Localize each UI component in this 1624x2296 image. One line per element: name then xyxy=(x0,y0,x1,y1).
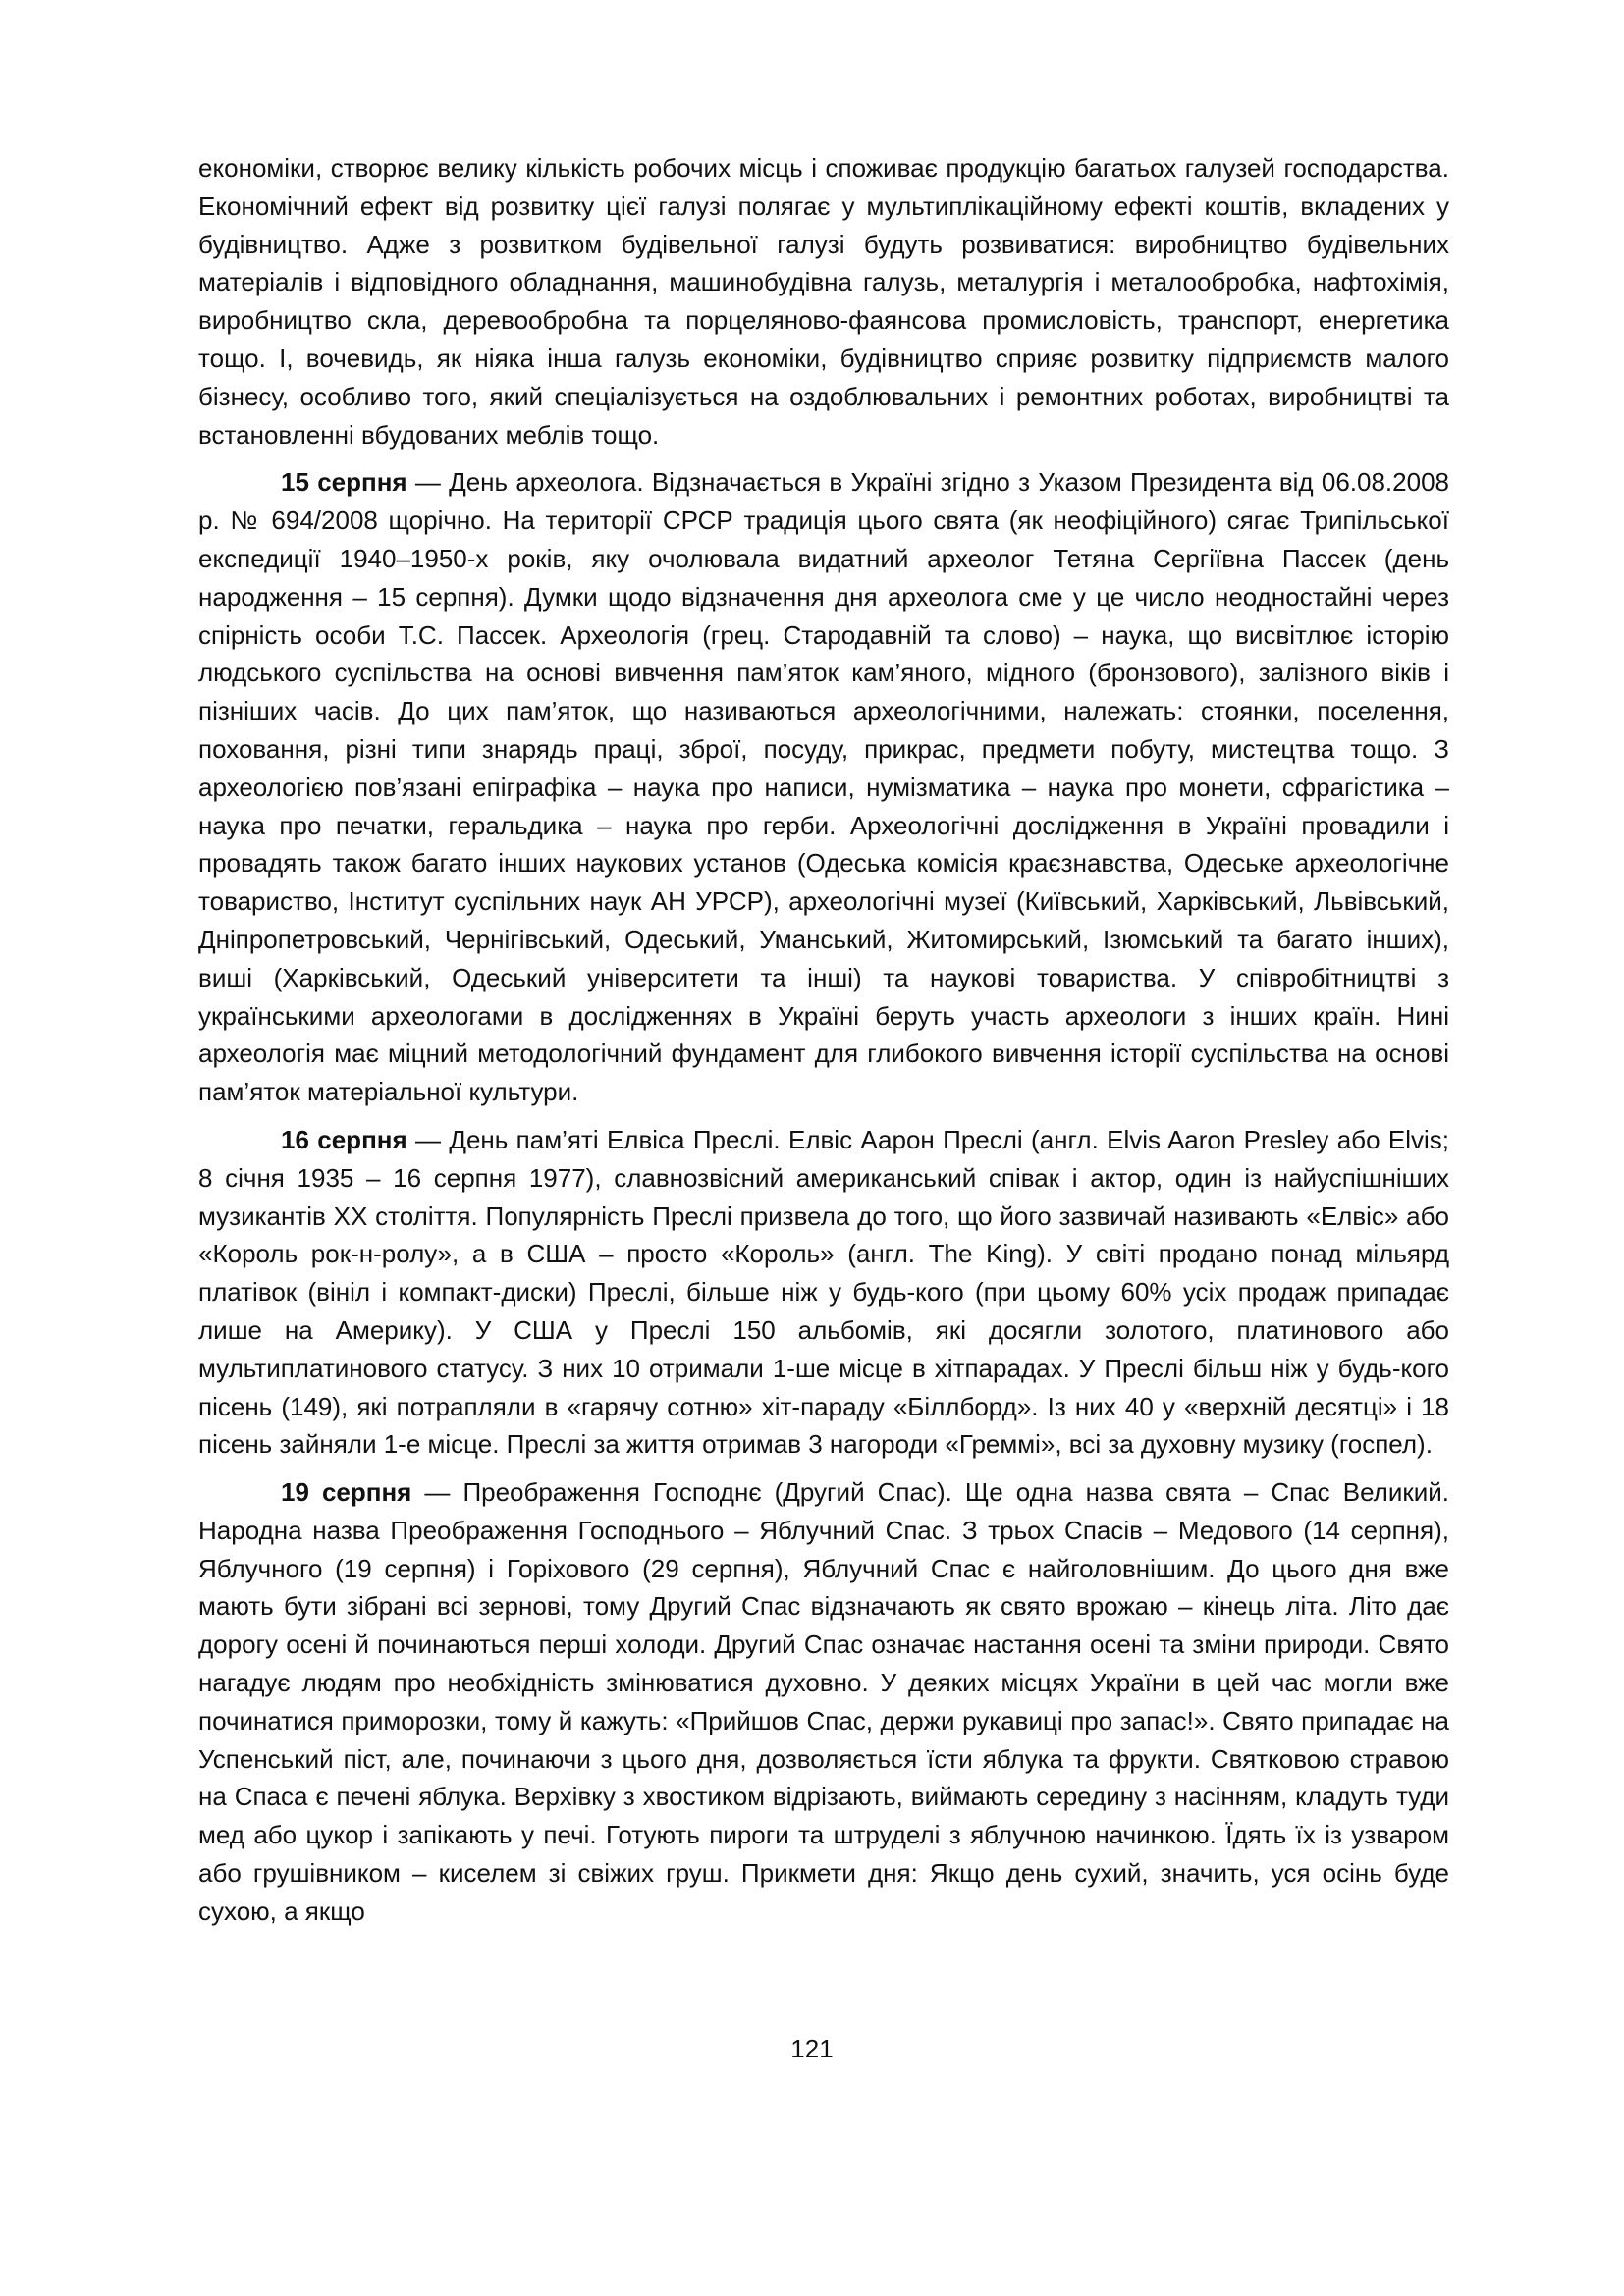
paragraph-text: — Преображення Господнє (Другий Спас). Ще одна назва свята – Спас Великий. Народна назва Преображення Господнього – Яблучний Спас. З трьох Спасів – Медового (14 серпня), Яблучного (19 серпня) і Горіхового (29 серпня), Яблучний Спас є найголовнішим. До цього дня вже мають бути зібрані всі зернові, тому Другий Спас відзначають як свято врожаю – кінець літа. Літо дає дорогу осені й починаються перші холоди. Другий Спас означає настання осені та зміни природи. Свято нагадує людям про необхідність змінюватися духовно. У деяких місцях України в цей час могли вже починатися приморозки, тому й кажуть: «Прийшов Спас, держи рукавиці про запас!». Свято припадає на Успенський піст, але, починаючи з цього дня, дозволяється їсти яблука та фрукти. Святковою стравою на Спаса є печені яблука. Верхівку з хвостиком відрізають, виймають середину з насінням, кладуть туди мед або цукор і запікають у печі. Готують пироги та штруделі з яблучною начинкою. Їдять їх із узваром або грушівником – киселем зі свіжих груш. Прикмети дня: Якщо день сухий, значить, уся осінь буде сухою, а якщо xyxy=(198,1477,1450,1926)
paragraph-text: — День пам’яті Елвіса Преслі. Елвіс Аарон Преслі (англ. Elvis Aaron Presley або Elvis; 8 січня 1935 – 16 серпня 1977), славнозвісний американський співак і актор, один із найуспішніших музикантів XX століття. Популярність Преслі призвела до того, що його зазвичай називають «Елвіс» або «Король рок-н-ролу», а в США – просто «Король» (англ. The King). У світі продано понад мільярд платівок (вініл і компакт-диски) Преслі, більше ніж у будь-кого (при цьому 60% усіх продаж припадає лише на Америку). У США у Преслі 150 альбомів, які досягли золотого, платинового або мультиплатинового статусу. З них 10 отримали 1-ше місце в хітпарадах. У Преслі більш ніж у будь-кого пісень (149), які потрапляли в «гарячу сотню» хіт-параду «Біллборд». Із них 40 у «верхній десятці» і 18 пісень зайняли 1-е місце. Преслі за життя отримав 3 нагороди «Греммі», всі за духовну музику (госпел). xyxy=(198,1124,1449,1460)
paragraph-transfiguration xyxy=(198,1473,1449,1931)
paragraph-construction-continued xyxy=(198,149,1449,454)
paragraph-text: — День археолога. Відзначається в Україні згідно з Указом Президента від 06.08.2008 р. № 694/2008 щорічно. На території СРСР традиція цього свята (як неофіційного) сягає Трипільської експедиції 1940–1950-х років, яку очолювала видатний археолог Тетяна Сергіївна Пассек (день народження – 15 серпня). Думки щодо відзначення дня археолога сме у це число неодностайні через спірність особи Т.С. Пассек. Археологія (грец. Стародавній та слово) – наука, що висвітлює історію людського суспільства на основі вивчення пам’яток кам’яного, мідного (бронзового), залізного віків і пізніших часів. До цих пам’яток, що називаються археологічними, належать: стоянки, поселення, поховання, різні типи знарядь праці, зброї, посуду, прикрас, предмети побуту, мистецтва тощо. З археологією пов’язані епіграфіка – наука про написи, нумізматика – наука про монети, сфрагістика – наука про печатки, геральдика – наука про герби. Археологічні дослідження в Україні провадили і провадять також багато інших наукових установ (Одеська комісія краєзнавства, Одеське археологічне товариство, Інститут суспільних наук АН УРСР), археологічні музеї (Київський, Харківський, Львівський, Дніпропетровський, Чернігівський, Одеський, Уманський, Житомирський, Ізюмський та багато інших), виші (Харківський, Одеський університети та інші) та наукові товариства. У співробітництві з українськими археологами в дослідженнях в Україні беруть участь археологи з інших країн. Нині археологія має міцний методологічний фундамент для глибокого вивчення історії суспільства на основі пам’яток матеріальної культури. xyxy=(198,467,1449,1107)
entry-date: 16 серпня xyxy=(281,1124,407,1154)
paragraph-archaeologist-day xyxy=(198,463,1449,1111)
page-body xyxy=(198,149,1449,1941)
paragraph-elvis-memory-day xyxy=(198,1121,1449,1464)
page-number: 121 xyxy=(790,2034,834,2063)
paragraph-text: економіки, створює велику кількість робочих місць і споживає продукцію багатьох галузей господарства. Економічний ефект від розвитку цієї галузі полягає у мультиплікаційному ефекті коштів, вкладених у будівництво. Адже з розвитком будівельної галузі будуть розвиватися: виробництво будівельних матеріалів і відповідного обладнання, машинобудівна галузь, металургія і металообробка, нафтохімія, виробництво скла, деревообробна та порцеляново-фаянсова промисловість, транспорт, енергетика тощо. І, вочевидь, як ніяка інша галузь економіки, будівництво сприяє розвитку підприємств малого бізнесу, особливо того, який спеціалізується на оздоблювальних і ремонтних роботах, виробництві та встановленні вбудованих меблів тощо. xyxy=(198,153,1449,450)
entry-date: 19 серпня xyxy=(281,1477,412,1508)
entry-date: 15 серпня xyxy=(281,467,407,498)
